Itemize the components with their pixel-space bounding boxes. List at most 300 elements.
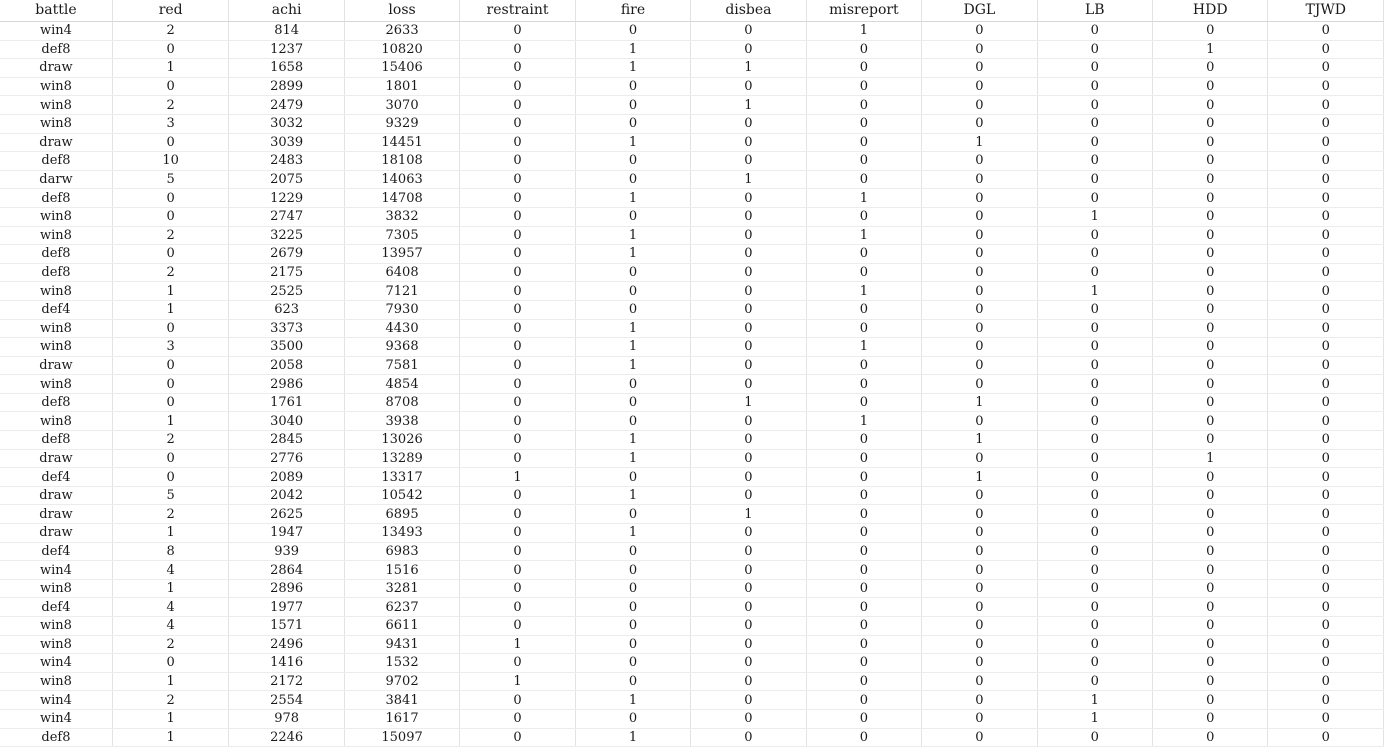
cell-red[interactable]: 0	[112, 207, 228, 226]
cell-hdd[interactable]: 0	[1153, 654, 1268, 673]
cell-tjwd[interactable]: 0	[1268, 524, 1384, 543]
cell-fire[interactable]: 1	[575, 691, 690, 710]
column-header-tjwd[interactable]: TJWD	[1268, 0, 1384, 22]
cell-misreport[interactable]: 1	[806, 189, 921, 208]
cell-lb[interactable]: 0	[1037, 431, 1152, 450]
cell-dgl[interactable]: 0	[922, 524, 1037, 543]
cell-battle[interactable]: def8	[0, 728, 112, 747]
cell-disbea[interactable]: 0	[691, 468, 806, 487]
cell-misreport[interactable]: 0	[806, 77, 921, 96]
cell-loss[interactable]: 15406	[344, 59, 459, 78]
cell-hdd[interactable]: 0	[1153, 152, 1268, 171]
cell-disbea[interactable]: 1	[691, 393, 806, 412]
cell-disbea[interactable]: 0	[691, 598, 806, 617]
cell-fire[interactable]: 0	[575, 617, 690, 636]
cell-achi[interactable]: 1229	[229, 189, 344, 208]
cell-loss[interactable]: 9329	[344, 114, 459, 133]
cell-tjwd[interactable]: 0	[1268, 245, 1384, 264]
cell-hdd[interactable]: 0	[1153, 226, 1268, 245]
cell-loss[interactable]: 13317	[344, 468, 459, 487]
cell-misreport[interactable]: 0	[806, 468, 921, 487]
cell-misreport[interactable]: 0	[806, 635, 921, 654]
cell-restraint[interactable]: 0	[460, 691, 575, 710]
cell-battle[interactable]: def8	[0, 189, 112, 208]
cell-loss[interactable]: 1532	[344, 654, 459, 673]
cell-red[interactable]: 2	[112, 263, 228, 282]
cell-restraint[interactable]: 0	[460, 152, 575, 171]
cell-misreport[interactable]: 0	[806, 561, 921, 580]
cell-red[interactable]: 0	[112, 375, 228, 394]
cell-disbea[interactable]: 0	[691, 672, 806, 691]
cell-loss[interactable]: 13289	[344, 449, 459, 468]
cell-lb[interactable]: 0	[1037, 617, 1152, 636]
cell-tjwd[interactable]: 0	[1268, 579, 1384, 598]
cell-battle[interactable]: win8	[0, 282, 112, 301]
cell-dgl[interactable]: 0	[922, 40, 1037, 59]
cell-achi[interactable]: 2554	[229, 691, 344, 710]
cell-dgl[interactable]: 0	[922, 189, 1037, 208]
cell-hdd[interactable]: 0	[1153, 561, 1268, 580]
cell-lb[interactable]: 1	[1037, 282, 1152, 301]
cell-disbea[interactable]: 0	[691, 263, 806, 282]
cell-misreport[interactable]: 1	[806, 412, 921, 431]
cell-restraint[interactable]: 0	[460, 207, 575, 226]
cell-disbea[interactable]: 0	[691, 449, 806, 468]
cell-achi[interactable]: 1947	[229, 524, 344, 543]
cell-loss[interactable]: 10542	[344, 486, 459, 505]
cell-red[interactable]: 4	[112, 617, 228, 636]
cell-achi[interactable]: 1761	[229, 393, 344, 412]
cell-achi[interactable]: 2525	[229, 282, 344, 301]
cell-misreport[interactable]: 0	[806, 96, 921, 115]
cell-hdd[interactable]: 0	[1153, 114, 1268, 133]
cell-lb[interactable]: 0	[1037, 22, 1152, 41]
column-header-red[interactable]: red	[112, 0, 228, 22]
cell-fire[interactable]: 0	[575, 412, 690, 431]
cell-tjwd[interactable]: 0	[1268, 691, 1384, 710]
cell-red[interactable]: 0	[112, 40, 228, 59]
cell-misreport[interactable]: 0	[806, 486, 921, 505]
cell-loss[interactable]: 7930	[344, 300, 459, 319]
cell-achi[interactable]: 939	[229, 542, 344, 561]
cell-restraint[interactable]: 0	[460, 300, 575, 319]
cell-fire[interactable]: 1	[575, 356, 690, 375]
cell-achi[interactable]: 3225	[229, 226, 344, 245]
cell-misreport[interactable]: 0	[806, 505, 921, 524]
cell-lb[interactable]: 0	[1037, 300, 1152, 319]
cell-tjwd[interactable]: 0	[1268, 654, 1384, 673]
cell-lb[interactable]: 0	[1037, 654, 1152, 673]
cell-red[interactable]: 2	[112, 22, 228, 41]
cell-dgl[interactable]: 0	[922, 505, 1037, 524]
cell-dgl[interactable]: 0	[922, 654, 1037, 673]
cell-restraint[interactable]: 0	[460, 59, 575, 78]
cell-loss[interactable]: 4430	[344, 319, 459, 338]
cell-fire[interactable]: 0	[575, 579, 690, 598]
cell-tjwd[interactable]: 0	[1268, 300, 1384, 319]
cell-fire[interactable]: 0	[575, 170, 690, 189]
cell-battle[interactable]: win8	[0, 412, 112, 431]
cell-fire[interactable]: 0	[575, 282, 690, 301]
cell-disbea[interactable]: 0	[691, 300, 806, 319]
cell-restraint[interactable]: 0	[460, 226, 575, 245]
cell-dgl[interactable]: 0	[922, 300, 1037, 319]
cell-red[interactable]: 1	[112, 709, 228, 728]
column-header-battle[interactable]: battle	[0, 0, 112, 22]
cell-red[interactable]: 3	[112, 338, 228, 357]
cell-restraint[interactable]: 0	[460, 282, 575, 301]
cell-tjwd[interactable]: 0	[1268, 709, 1384, 728]
cell-fire[interactable]: 1	[575, 431, 690, 450]
cell-misreport[interactable]: 1	[806, 282, 921, 301]
cell-tjwd[interactable]: 0	[1268, 114, 1384, 133]
cell-battle[interactable]: win8	[0, 207, 112, 226]
cell-lb[interactable]: 0	[1037, 226, 1152, 245]
cell-disbea[interactable]: 1	[691, 170, 806, 189]
cell-loss[interactable]: 2633	[344, 22, 459, 41]
cell-achi[interactable]: 623	[229, 300, 344, 319]
cell-loss[interactable]: 3070	[344, 96, 459, 115]
cell-achi[interactable]: 1658	[229, 59, 344, 78]
cell-misreport[interactable]: 0	[806, 672, 921, 691]
cell-restraint[interactable]: 0	[460, 654, 575, 673]
cell-hdd[interactable]: 0	[1153, 170, 1268, 189]
cell-loss[interactable]: 15097	[344, 728, 459, 747]
cell-fire[interactable]: 0	[575, 207, 690, 226]
cell-dgl[interactable]: 0	[922, 226, 1037, 245]
cell-tjwd[interactable]: 0	[1268, 152, 1384, 171]
cell-disbea[interactable]: 0	[691, 524, 806, 543]
cell-red[interactable]: 0	[112, 468, 228, 487]
cell-loss[interactable]: 13493	[344, 524, 459, 543]
cell-battle[interactable]: def8	[0, 152, 112, 171]
cell-misreport[interactable]: 0	[806, 431, 921, 450]
cell-loss[interactable]: 9431	[344, 635, 459, 654]
cell-restraint[interactable]: 0	[460, 449, 575, 468]
cell-red[interactable]: 1	[112, 59, 228, 78]
cell-fire[interactable]: 1	[575, 728, 690, 747]
cell-disbea[interactable]: 0	[691, 77, 806, 96]
column-header-hdd[interactable]: HDD	[1153, 0, 1268, 22]
cell-achi[interactable]: 3039	[229, 133, 344, 152]
cell-dgl[interactable]: 0	[922, 263, 1037, 282]
cell-achi[interactable]: 978	[229, 709, 344, 728]
cell-disbea[interactable]: 0	[691, 412, 806, 431]
cell-battle[interactable]: def4	[0, 598, 112, 617]
cell-hdd[interactable]: 0	[1153, 300, 1268, 319]
cell-red[interactable]: 8	[112, 542, 228, 561]
cell-misreport[interactable]: 0	[806, 728, 921, 747]
cell-battle[interactable]: win8	[0, 375, 112, 394]
cell-red[interactable]: 1	[112, 300, 228, 319]
cell-dgl[interactable]: 0	[922, 617, 1037, 636]
cell-fire[interactable]: 1	[575, 449, 690, 468]
cell-misreport[interactable]: 0	[806, 300, 921, 319]
cell-fire[interactable]: 0	[575, 22, 690, 41]
cell-restraint[interactable]: 0	[460, 77, 575, 96]
cell-hdd[interactable]: 0	[1153, 207, 1268, 226]
cell-loss[interactable]: 1617	[344, 709, 459, 728]
cell-dgl[interactable]: 0	[922, 22, 1037, 41]
cell-hdd[interactable]: 0	[1153, 505, 1268, 524]
cell-loss[interactable]: 13957	[344, 245, 459, 264]
cell-dgl[interactable]: 1	[922, 133, 1037, 152]
cell-battle[interactable]: draw	[0, 449, 112, 468]
cell-fire[interactable]: 1	[575, 189, 690, 208]
cell-restraint[interactable]: 0	[460, 412, 575, 431]
cell-hdd[interactable]: 0	[1153, 672, 1268, 691]
cell-dgl[interactable]: 0	[922, 579, 1037, 598]
cell-tjwd[interactable]: 0	[1268, 356, 1384, 375]
cell-lb[interactable]: 0	[1037, 189, 1152, 208]
cell-tjwd[interactable]: 0	[1268, 170, 1384, 189]
cell-hdd[interactable]: 0	[1153, 635, 1268, 654]
cell-lb[interactable]: 0	[1037, 579, 1152, 598]
cell-hdd[interactable]: 0	[1153, 579, 1268, 598]
cell-battle[interactable]: draw	[0, 356, 112, 375]
cell-misreport[interactable]: 1	[806, 338, 921, 357]
cell-misreport[interactable]: 0	[806, 319, 921, 338]
cell-disbea[interactable]: 0	[691, 189, 806, 208]
cell-loss[interactable]: 6983	[344, 542, 459, 561]
cell-disbea[interactable]: 0	[691, 282, 806, 301]
cell-misreport[interactable]: 0	[806, 133, 921, 152]
cell-tjwd[interactable]: 0	[1268, 412, 1384, 431]
cell-misreport[interactable]: 0	[806, 449, 921, 468]
cell-battle[interactable]: def8	[0, 40, 112, 59]
cell-red[interactable]: 2	[112, 635, 228, 654]
cell-fire[interactable]: 0	[575, 598, 690, 617]
cell-dgl[interactable]: 0	[922, 114, 1037, 133]
cell-tjwd[interactable]: 0	[1268, 207, 1384, 226]
cell-lb[interactable]: 0	[1037, 542, 1152, 561]
cell-dgl[interactable]: 0	[922, 59, 1037, 78]
cell-battle[interactable]: win4	[0, 22, 112, 41]
cell-loss[interactable]: 1516	[344, 561, 459, 580]
cell-lb[interactable]: 0	[1037, 319, 1152, 338]
cell-achi[interactable]: 3373	[229, 319, 344, 338]
cell-lb[interactable]: 0	[1037, 338, 1152, 357]
cell-disbea[interactable]: 1	[691, 96, 806, 115]
cell-hdd[interactable]: 0	[1153, 245, 1268, 264]
cell-dgl[interactable]: 1	[922, 431, 1037, 450]
cell-hdd[interactable]: 0	[1153, 486, 1268, 505]
cell-tjwd[interactable]: 0	[1268, 617, 1384, 636]
cell-restraint[interactable]: 0	[460, 319, 575, 338]
cell-battle[interactable]: def4	[0, 468, 112, 487]
cell-lb[interactable]: 0	[1037, 598, 1152, 617]
cell-lb[interactable]: 0	[1037, 356, 1152, 375]
cell-hdd[interactable]: 0	[1153, 356, 1268, 375]
cell-tjwd[interactable]: 0	[1268, 40, 1384, 59]
cell-hdd[interactable]: 0	[1153, 542, 1268, 561]
cell-fire[interactable]: 1	[575, 319, 690, 338]
cell-misreport[interactable]: 0	[806, 263, 921, 282]
cell-achi[interactable]: 2175	[229, 263, 344, 282]
cell-achi[interactable]: 3500	[229, 338, 344, 357]
cell-lb[interactable]: 0	[1037, 635, 1152, 654]
cell-dgl[interactable]: 0	[922, 412, 1037, 431]
cell-misreport[interactable]: 1	[806, 22, 921, 41]
cell-dgl[interactable]: 0	[922, 542, 1037, 561]
cell-tjwd[interactable]: 0	[1268, 282, 1384, 301]
cell-fire[interactable]: 0	[575, 561, 690, 580]
cell-red[interactable]: 4	[112, 561, 228, 580]
cell-hdd[interactable]: 0	[1153, 189, 1268, 208]
cell-red[interactable]: 3	[112, 114, 228, 133]
cell-dgl[interactable]: 1	[922, 468, 1037, 487]
cell-battle[interactable]: win4	[0, 561, 112, 580]
cell-red[interactable]: 2	[112, 505, 228, 524]
cell-lb[interactable]: 1	[1037, 207, 1152, 226]
cell-loss[interactable]: 10820	[344, 40, 459, 59]
cell-lb[interactable]: 0	[1037, 133, 1152, 152]
cell-loss[interactable]: 6408	[344, 263, 459, 282]
cell-fire[interactable]: 0	[575, 375, 690, 394]
cell-battle[interactable]: win8	[0, 635, 112, 654]
cell-tjwd[interactable]: 0	[1268, 22, 1384, 41]
cell-dgl[interactable]: 0	[922, 728, 1037, 747]
cell-restraint[interactable]: 0	[460, 96, 575, 115]
cell-misreport[interactable]: 0	[806, 617, 921, 636]
cell-misreport[interactable]: 0	[806, 542, 921, 561]
cell-misreport[interactable]: 0	[806, 709, 921, 728]
cell-restraint[interactable]: 0	[460, 133, 575, 152]
cell-red[interactable]: 2	[112, 691, 228, 710]
cell-battle[interactable]: draw	[0, 524, 112, 543]
cell-achi[interactable]: 2075	[229, 170, 344, 189]
cell-achi[interactable]: 2845	[229, 431, 344, 450]
cell-tjwd[interactable]: 0	[1268, 728, 1384, 747]
cell-red[interactable]: 1	[112, 412, 228, 431]
cell-restraint[interactable]: 0	[460, 486, 575, 505]
cell-lb[interactable]: 0	[1037, 449, 1152, 468]
cell-achi[interactable]: 2172	[229, 672, 344, 691]
cell-tjwd[interactable]: 0	[1268, 598, 1384, 617]
cell-achi[interactable]: 1237	[229, 40, 344, 59]
cell-tjwd[interactable]: 0	[1268, 59, 1384, 78]
cell-fire[interactable]: 1	[575, 40, 690, 59]
cell-misreport[interactable]: 0	[806, 524, 921, 543]
cell-battle[interactable]: win8	[0, 77, 112, 96]
cell-tjwd[interactable]: 0	[1268, 338, 1384, 357]
cell-restraint[interactable]: 0	[460, 524, 575, 543]
cell-achi[interactable]: 2483	[229, 152, 344, 171]
column-header-lb[interactable]: LB	[1037, 0, 1152, 22]
cell-dgl[interactable]: 0	[922, 96, 1037, 115]
cell-achi[interactable]: 2679	[229, 245, 344, 264]
cell-disbea[interactable]: 0	[691, 542, 806, 561]
cell-red[interactable]: 0	[112, 189, 228, 208]
cell-hdd[interactable]: 0	[1153, 728, 1268, 747]
cell-restraint[interactable]: 0	[460, 393, 575, 412]
cell-tjwd[interactable]: 0	[1268, 505, 1384, 524]
cell-tjwd[interactable]: 0	[1268, 96, 1384, 115]
cell-fire[interactable]: 1	[575, 486, 690, 505]
column-header-fire[interactable]: fire	[575, 0, 690, 22]
cell-loss[interactable]: 14063	[344, 170, 459, 189]
cell-lb[interactable]: 0	[1037, 375, 1152, 394]
cell-disbea[interactable]: 0	[691, 226, 806, 245]
cell-battle[interactable]: win4	[0, 709, 112, 728]
cell-hdd[interactable]: 0	[1153, 375, 1268, 394]
cell-hdd[interactable]: 0	[1153, 598, 1268, 617]
cell-restraint[interactable]: 0	[460, 542, 575, 561]
cell-disbea[interactable]: 0	[691, 245, 806, 264]
cell-achi[interactable]: 2986	[229, 375, 344, 394]
cell-achi[interactable]: 2776	[229, 449, 344, 468]
cell-fire[interactable]: 0	[575, 263, 690, 282]
cell-battle[interactable]: def8	[0, 431, 112, 450]
cell-hdd[interactable]: 0	[1153, 617, 1268, 636]
cell-restraint[interactable]: 0	[460, 263, 575, 282]
cell-hdd[interactable]: 0	[1153, 96, 1268, 115]
cell-dgl[interactable]: 0	[922, 709, 1037, 728]
cell-fire[interactable]: 1	[575, 245, 690, 264]
cell-hdd[interactable]: 0	[1153, 263, 1268, 282]
cell-achi[interactable]: 2479	[229, 96, 344, 115]
cell-fire[interactable]: 0	[575, 114, 690, 133]
cell-loss[interactable]: 9702	[344, 672, 459, 691]
cell-hdd[interactable]: 0	[1153, 77, 1268, 96]
cell-battle[interactable]: win4	[0, 654, 112, 673]
cell-lb[interactable]: 0	[1037, 672, 1152, 691]
cell-misreport[interactable]: 0	[806, 170, 921, 189]
cell-tjwd[interactable]: 0	[1268, 393, 1384, 412]
cell-misreport[interactable]: 0	[806, 654, 921, 673]
cell-dgl[interactable]: 1	[922, 393, 1037, 412]
column-header-dgl[interactable]: DGL	[922, 0, 1037, 22]
cell-battle[interactable]: win8	[0, 579, 112, 598]
cell-achi[interactable]: 1416	[229, 654, 344, 673]
cell-fire[interactable]: 0	[575, 152, 690, 171]
cell-lb[interactable]: 1	[1037, 691, 1152, 710]
cell-disbea[interactable]: 0	[691, 114, 806, 133]
cell-red[interactable]: 0	[112, 393, 228, 412]
cell-dgl[interactable]: 0	[922, 207, 1037, 226]
cell-tjwd[interactable]: 0	[1268, 375, 1384, 394]
cell-disbea[interactable]: 0	[691, 207, 806, 226]
cell-fire[interactable]: 1	[575, 226, 690, 245]
cell-achi[interactable]: 2089	[229, 468, 344, 487]
cell-disbea[interactable]: 0	[691, 709, 806, 728]
cell-tjwd[interactable]: 0	[1268, 77, 1384, 96]
cell-restraint[interactable]: 1	[460, 468, 575, 487]
cell-misreport[interactable]: 0	[806, 245, 921, 264]
cell-loss[interactable]: 1801	[344, 77, 459, 96]
cell-tjwd[interactable]: 0	[1268, 468, 1384, 487]
cell-disbea[interactable]: 0	[691, 152, 806, 171]
cell-hdd[interactable]: 0	[1153, 691, 1268, 710]
cell-achi[interactable]: 1571	[229, 617, 344, 636]
cell-disbea[interactable]: 1	[691, 505, 806, 524]
cell-tjwd[interactable]: 0	[1268, 542, 1384, 561]
cell-disbea[interactable]: 0	[691, 654, 806, 673]
cell-tjwd[interactable]: 0	[1268, 635, 1384, 654]
cell-battle[interactable]: darw	[0, 170, 112, 189]
cell-fire[interactable]: 0	[575, 393, 690, 412]
cell-hdd[interactable]: 0	[1153, 282, 1268, 301]
cell-tjwd[interactable]: 0	[1268, 486, 1384, 505]
cell-disbea[interactable]: 0	[691, 561, 806, 580]
cell-red[interactable]: 0	[112, 654, 228, 673]
cell-loss[interactable]: 4854	[344, 375, 459, 394]
cell-disbea[interactable]: 0	[691, 375, 806, 394]
cell-disbea[interactable]: 0	[691, 579, 806, 598]
cell-fire[interactable]: 1	[575, 59, 690, 78]
cell-restraint[interactable]: 0	[460, 189, 575, 208]
cell-battle[interactable]: win8	[0, 114, 112, 133]
